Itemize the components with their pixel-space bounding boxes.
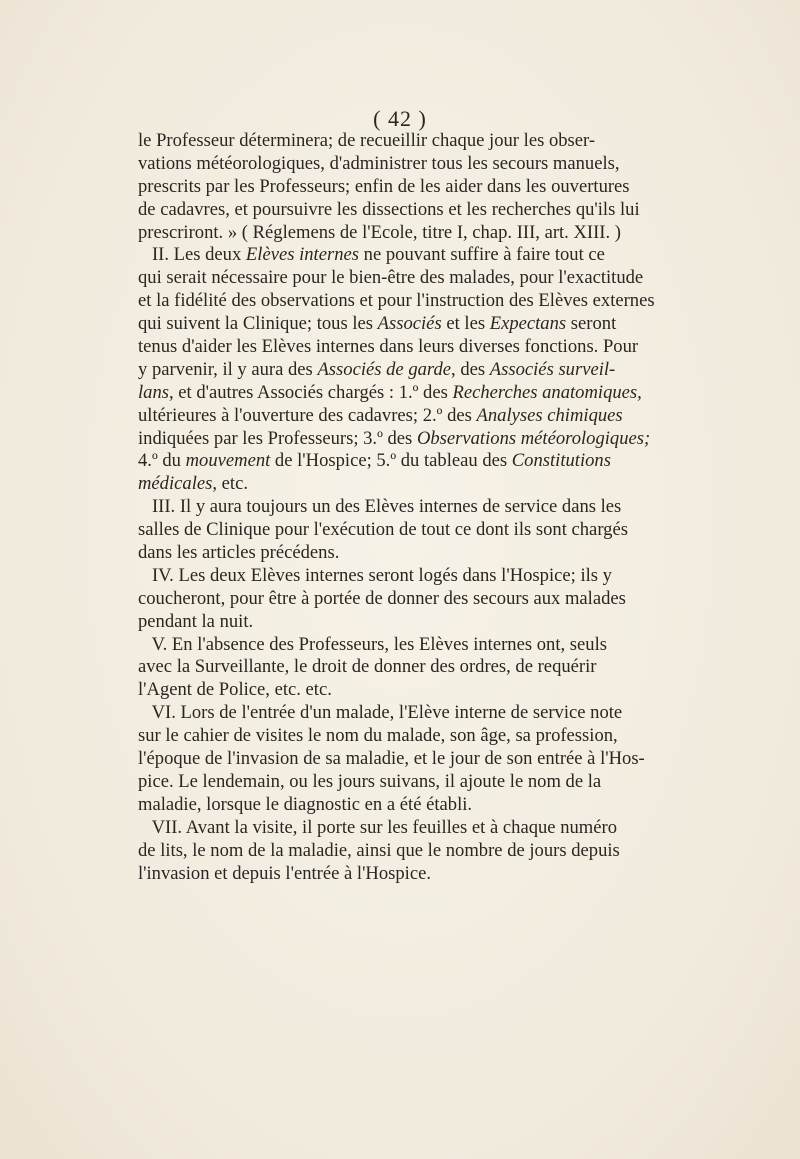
text-line (138, 611, 798, 634)
text-line (138, 542, 798, 565)
text-segment: pendant la nuit. (138, 610, 254, 632)
text-line (138, 153, 798, 176)
text-line (138, 428, 798, 451)
text-segment: 4.º du (138, 450, 186, 472)
text-line (138, 840, 798, 863)
text-line (138, 313, 798, 336)
text-segment: prescrits par les Professeurs; enfin de les aider dans les ouvertures (138, 175, 630, 197)
italic-text: mouvement (185, 450, 271, 472)
text-line (138, 634, 798, 657)
text-segment: prescriront. » ( Réglemens de l'Ecole, titre I, chap. III, art. XIII. ) (138, 221, 621, 243)
text-segment: indiquées par les Professeurs; 3.º des (138, 427, 417, 449)
text-segment: , etc. (212, 473, 248, 495)
text-line (138, 656, 798, 679)
text-line (138, 588, 798, 611)
text-line (138, 702, 798, 725)
italic-text: Associés (377, 313, 442, 335)
italic-text: Constitutions (511, 450, 611, 472)
text-line (138, 290, 798, 313)
italic-text: Recherches anatomiques, (452, 381, 642, 403)
text-segment: y parvenir, il y aura des (138, 358, 318, 380)
text-segment: ne pouvant suffire à faire tout ce (359, 244, 605, 266)
text-segment: dans les articles précédens. (138, 542, 340, 564)
text-segment: et la fidélité des observations et pour l'instruction des Elèves externes (138, 290, 655, 312)
text-line (138, 222, 798, 245)
italic-text: Elèves internes (245, 244, 359, 266)
text-segment: VI. Lors de l'entrée d'un malade, l'Elève interne de service note (138, 702, 623, 724)
text-segment: IV. Les deux Elèves internes seront logés dans l'Hospice; ils y (138, 564, 612, 586)
text-line (138, 244, 798, 267)
text-line (138, 496, 798, 519)
text-segment: de lits, le nom de la maladie, ainsi que le nombre de jours depuis (138, 839, 620, 861)
text-line (138, 199, 798, 222)
text-segment: coucheront, pour être à portée de donner des secours aux malades (138, 587, 626, 609)
text-segment: sur le cahier de visites le nom du malade, son âge, sa profession, (138, 725, 618, 747)
italic-text: Associés surveil- (489, 358, 616, 380)
text-segment: et les (441, 313, 490, 335)
text-segment: salles de Clinique pour l'exécution de tout ce dont ils sont chargés (138, 519, 628, 541)
text-segment: V. En l'absence des Professeurs, les Elèves internes ont, seuls (138, 633, 607, 655)
text-segment: tenus d'aider les Elèves internes dans leurs diverses fonctions. Pour (138, 336, 639, 358)
text-line (138, 473, 798, 496)
text-segment: ultérieures à l'ouverture des cadavres; 2.º des (138, 404, 477, 426)
text-segment: maladie, lorsque le diagnostic en a été établi. (138, 793, 473, 815)
text-line (138, 450, 798, 473)
text-segment: l'Agent de Police, etc. etc. (138, 679, 332, 701)
text-line (138, 336, 798, 359)
text-line (138, 817, 798, 840)
text-line (138, 359, 798, 382)
text-line (138, 679, 798, 702)
text-segment: II. Les deux (138, 244, 246, 266)
italic-text: Analyses chimiques (476, 404, 623, 426)
text-segment: , et d'autres Associés chargés : 1.º des (169, 381, 453, 403)
text-line (138, 382, 798, 405)
text-line (138, 863, 798, 886)
text-line (138, 794, 798, 817)
text-line (138, 748, 798, 771)
text-segment: pice. Le lendemain, ou les jours suivans, il ajoute le nom de la (138, 770, 602, 792)
italic-text: médicales (138, 473, 213, 495)
text-line (138, 565, 798, 588)
text-segment: qui serait nécessaire pour le bien-être des malades, pour l'exactitude (138, 267, 644, 289)
text-segment: avec la Surveillante, le droit de donner des ordres, de requérir (138, 656, 597, 678)
text-line (138, 267, 798, 290)
italic-text: Expectans (489, 313, 567, 335)
text-line (138, 725, 798, 748)
text-segment: III. Il y aura toujours un des Elèves internes de service dans les (138, 496, 622, 518)
text-line (138, 176, 798, 199)
text-segment: seront (566, 313, 617, 335)
text-line (138, 519, 798, 542)
italic-text: Associés de garde (317, 358, 452, 380)
text-segment: qui suivent la Clinique; tous les (138, 313, 378, 335)
text-line (138, 405, 798, 428)
text-segment: de cadavres, et poursuivre les dissections et les recherches qu'ils lui (138, 198, 640, 220)
italic-text: lans (138, 381, 169, 403)
text-segment: l'invasion et depuis l'entrée à l'Hospice. (138, 862, 432, 884)
text-segment: de l'Hospice; 5.º du tableau des (270, 450, 512, 472)
text-segment: , des (451, 358, 490, 380)
text-segment: l'époque de l'invasion de sa maladie, et le jour de son entrée à l'Hos- (138, 748, 645, 770)
text-segment: vations météorologiques, d'administrer tous les secours manuels, (138, 152, 620, 174)
text-segment: VII. Avant la visite, il porte sur les feuilles et à chaque numéro (138, 816, 617, 838)
body-text (138, 130, 798, 885)
text-segment: le Professeur déterminera; de recueillir chaque jour les obser- (138, 130, 596, 151)
text-line (138, 771, 798, 794)
italic-text: Observations météorologiques; (416, 427, 651, 449)
page-number: ( 42 ) (373, 106, 427, 131)
text-line (138, 130, 798, 153)
